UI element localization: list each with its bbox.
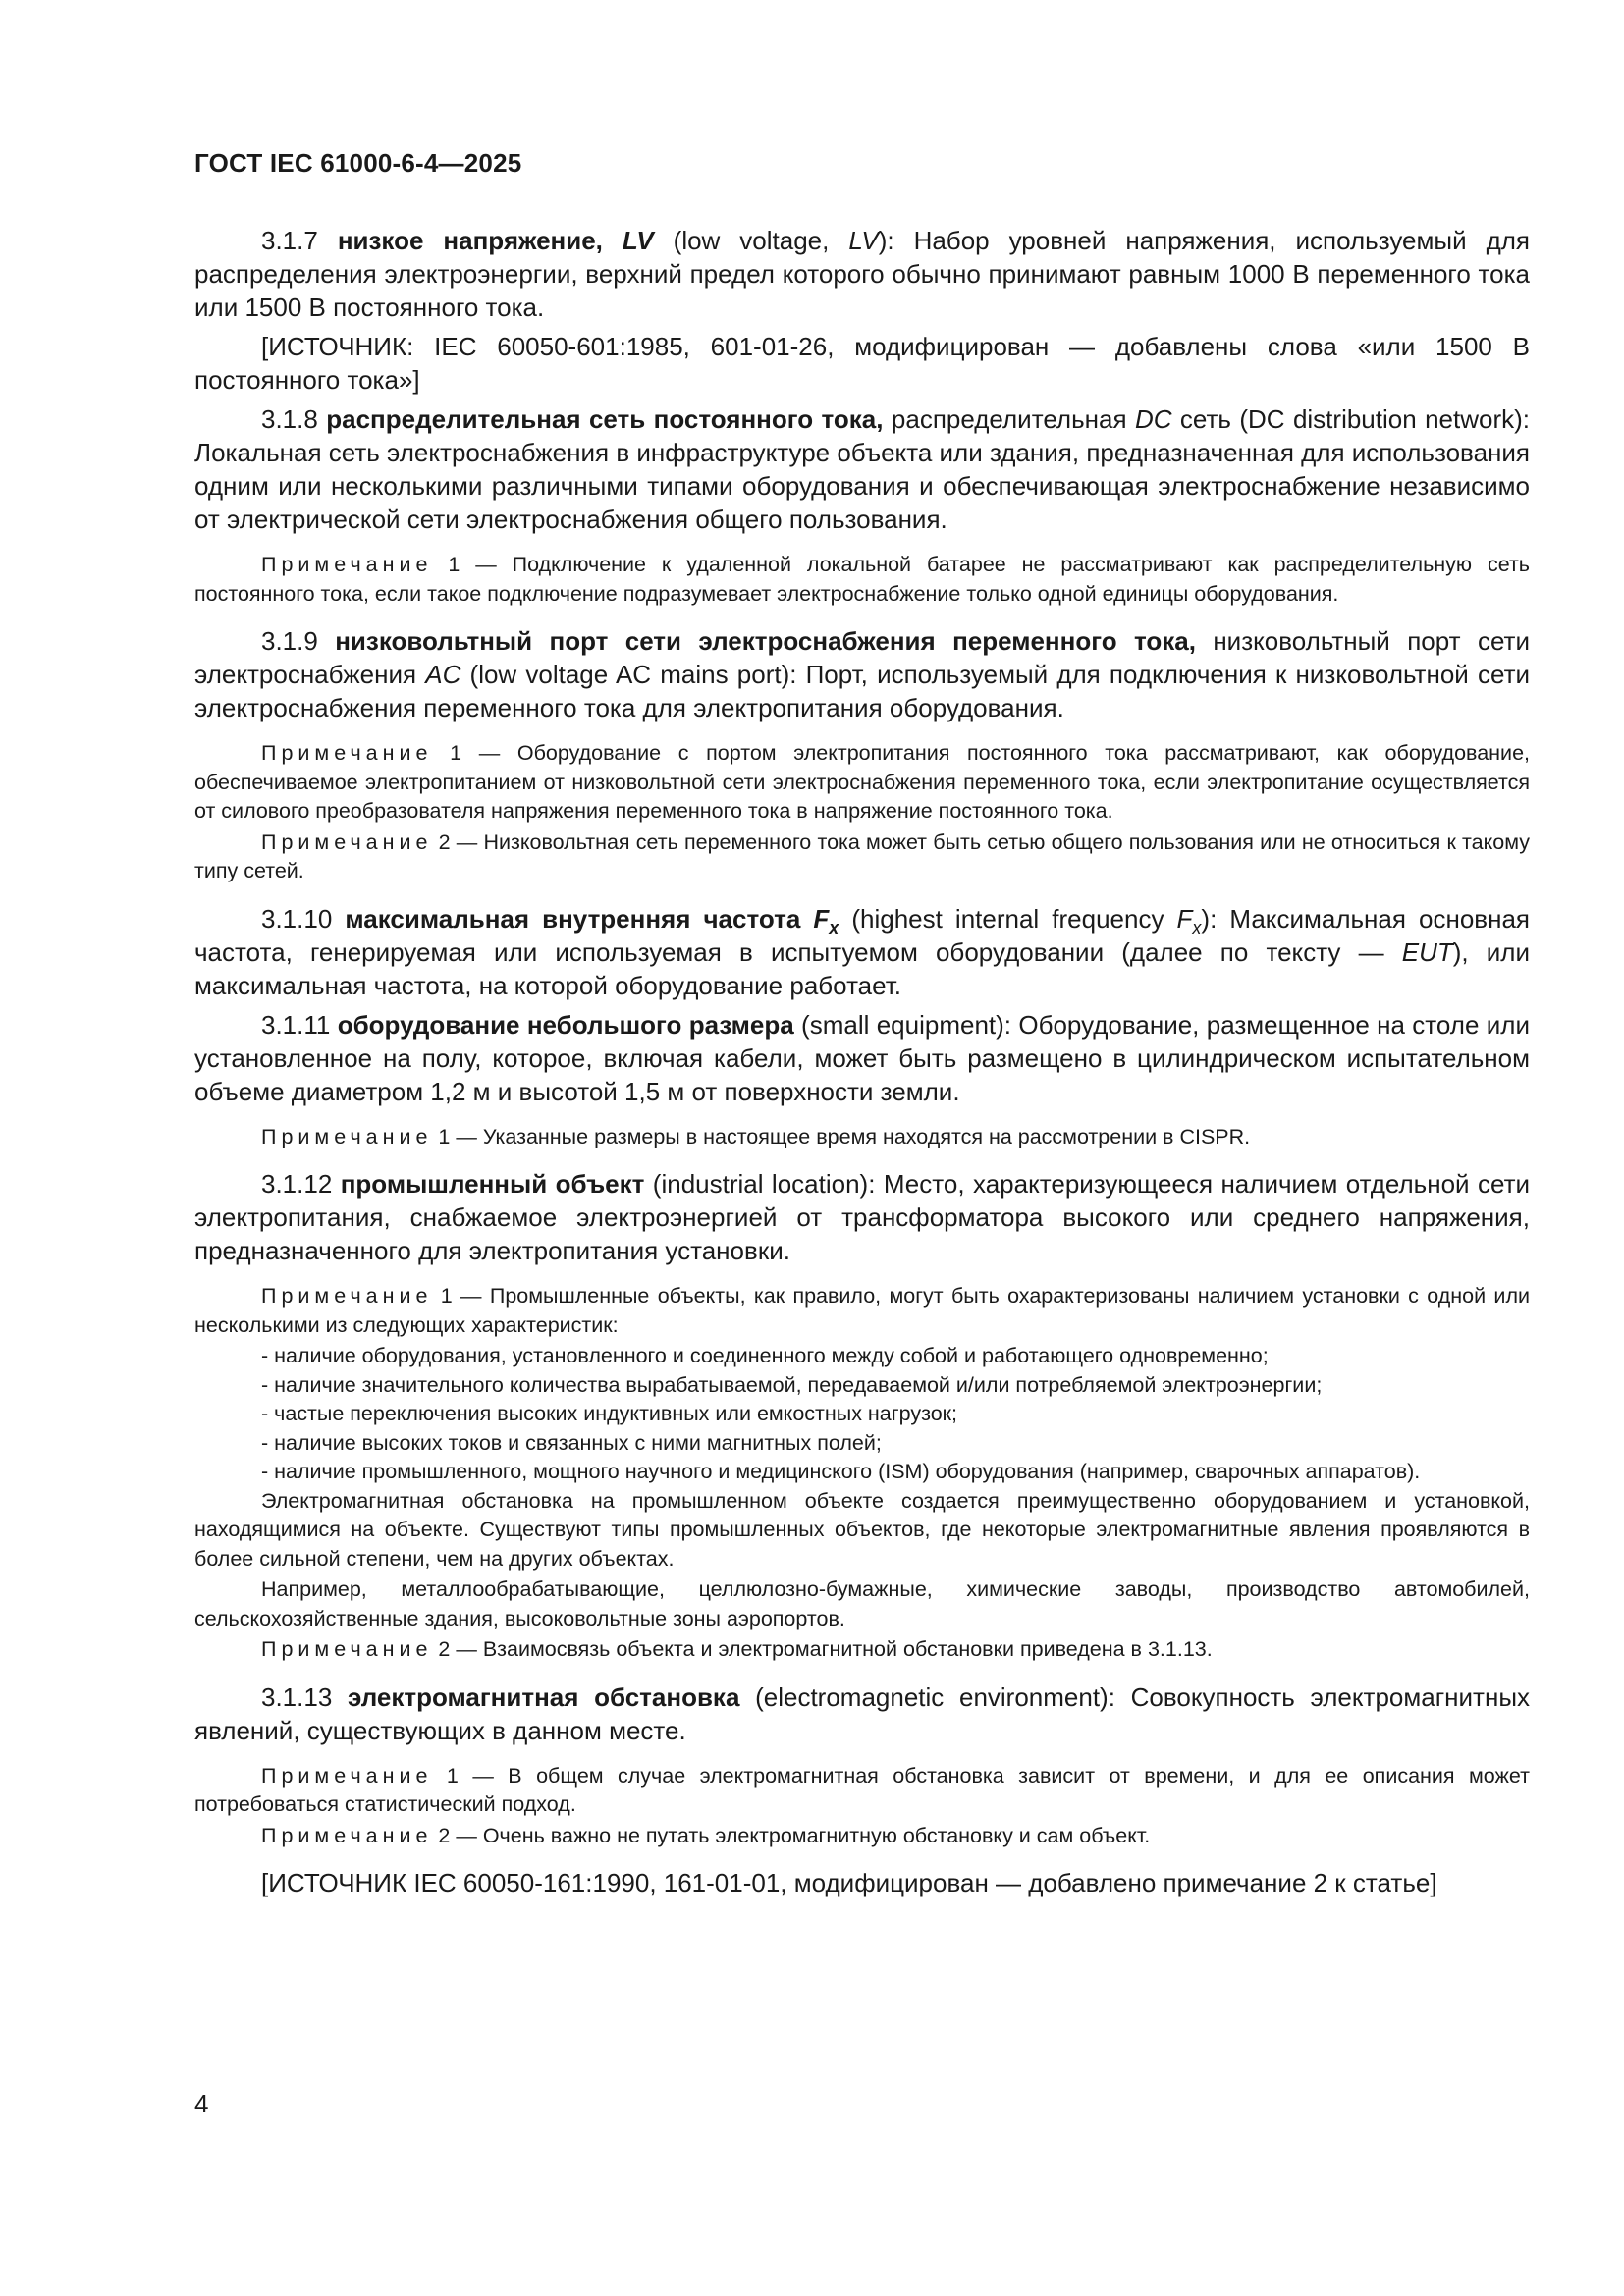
note-label: Примечание bbox=[261, 553, 433, 576]
term-definition: (low voltage AC mains port): Порт, используемый для подключения к низковольтной сети электроснабжения переменного тока для электропитания оборудования. bbox=[194, 660, 1531, 722]
note-text: 1 — Оборудование с портом электропитания постоянного тока рассматривают, как оборудование, обеспечиваемое электропитанием от низковольтной сети электроснабжения переменного тока, если электропитание осуществляется от силового преобразователя напряжения переменного тока в напряжение постоянного тока. bbox=[194, 741, 1530, 823]
term-3-1-13 bbox=[194, 1681, 1530, 1747]
term-definition: (small equipment): Оборудование, размещенное на столе или установленное на полу, которое, включая кабели, может быть размещено в цилиндрическом испытательном объеме диаметром 1,2 м и высотой 1,5 м от поверхности земли. bbox=[194, 1009, 1530, 1106]
term-title: распределительная сеть постоянного тока, bbox=[326, 404, 884, 434]
term-definition-end: ), или максимальная частота, на которой оборудование работает. bbox=[194, 936, 1530, 1000]
term-number: 3.1.8 bbox=[261, 404, 327, 434]
term-en-symbol-sub: x bbox=[1192, 917, 1202, 937]
term-number: 3.1.9 bbox=[261, 626, 336, 656]
term-title bbox=[345, 903, 839, 937]
note-label: Примечание bbox=[261, 1124, 433, 1148]
term-en-symbol: F bbox=[1176, 903, 1193, 934]
term-3-1-11 bbox=[194, 1008, 1530, 1108]
term-synonym: низковольтный порт сети электроснабжения bbox=[194, 626, 1530, 689]
term-title: промышленный объект bbox=[340, 1169, 645, 1199]
note-3-1-8-1 bbox=[194, 551, 1530, 609]
term-3-1-8 bbox=[194, 402, 1530, 536]
note-text: 2 — Очень важно не путать электромагнитную обстановку и сам объект. bbox=[432, 1823, 1151, 1847]
term-number: 3.1.11 bbox=[261, 1009, 338, 1040]
note-3-1-12-1 bbox=[194, 1282, 1530, 1340]
term-en-open: (highest internal frequency bbox=[839, 903, 1177, 934]
term-en-abbr: LV bbox=[848, 226, 879, 255]
term-3-1-7 bbox=[194, 224, 1530, 324]
term-definition: ): Набор уровней напряжения, используемый для распределения электроэнергии, верхний предел которого обычно принимают равным 1000 В переменного тока или 1500 В постоянного тока. bbox=[194, 226, 1530, 322]
term-symbol: F bbox=[813, 903, 830, 934]
term-number: 3.1.13 bbox=[261, 1682, 348, 1712]
list-item: - наличие значительного количества вырабатываемой, передаваемой и/или потребляемой электроэнергии; bbox=[261, 1372, 1323, 1397]
note-text: 1 — Промышленные объекты, как правило, могут быть охарактеризованы наличием установки с одной или несколькими из следующих характеристик: bbox=[194, 1284, 1530, 1337]
note-label: Примечание bbox=[261, 1823, 433, 1847]
term-title-text: низкое напряжение, bbox=[337, 226, 623, 255]
term-number: 3.1.7 bbox=[261, 226, 338, 255]
source-3-1-13: [ИСТОЧНИК IEC 60050-161:1990, 161-01-01, модифицирован — добавлено примечание 2 к статье] bbox=[261, 1868, 1437, 1897]
term-symbol-sub: x bbox=[829, 917, 839, 937]
page-content bbox=[194, 224, 1530, 1905]
page-number: 4 bbox=[194, 2089, 209, 2118]
note-3-1-12-2 bbox=[194, 1635, 1530, 1665]
note-label: Примечание bbox=[261, 1284, 433, 1308]
term-3-1-12 bbox=[194, 1167, 1530, 1267]
term-synonym: распределительная bbox=[883, 404, 1135, 434]
list-item: - наличие промышленного, мощного научного и медицинского (ISM) оборудования (например, сварочных аппаратов). bbox=[261, 1460, 1421, 1483]
note-text: 2 — Взаимосвязь объекта и электромагнитной обстановки приведена в 3.1.13. bbox=[432, 1637, 1213, 1661]
note-text: 1 — Указанные размеры в настоящее время находятся на рассмотрении в CISPR. bbox=[432, 1124, 1251, 1148]
term-3-1-10 bbox=[194, 902, 1530, 1002]
note-3-1-9-1 bbox=[194, 739, 1530, 827]
term-title: оборудование небольшого размера bbox=[337, 1009, 794, 1040]
term-en-open: (low voltage, bbox=[653, 226, 849, 255]
note-3-1-13-2 bbox=[194, 1822, 1530, 1851]
term-synonym-abbr: AC bbox=[425, 660, 461, 689]
term-synonym-abbr: DC bbox=[1134, 404, 1172, 434]
term-number: 3.1.10 bbox=[261, 903, 346, 934]
term-definition: сеть (DC distribution network): Локальная сеть электроснабжения в инфраструктуре объекта или здания, предназначенная для использования одним или несколькими различными типами оборудования и обеспечивающая электроснабжение независимо от электрической сети электроснабжения общего пользования. bbox=[194, 404, 1530, 534]
note-label: Примечание bbox=[261, 1637, 433, 1661]
list-item: - частые переключения высоких индуктивных или емкостных нагрузок; bbox=[261, 1402, 958, 1425]
note-paragraph: Например, металлообрабатывающие, целлюлозно-бумажные, химические заводы, производство автомобилей, сельскохозяйственные здания, высоковольтные зоны аэропортов. bbox=[194, 1577, 1530, 1630]
list-item: - наличие высоких токов и связанных с ними магнитных полей; bbox=[261, 1430, 882, 1455]
note-3-1-9-2 bbox=[194, 828, 1530, 886]
term-3-1-9 bbox=[194, 624, 1530, 724]
list-item: - наличие оборудования, установленного и соединенного между собой и работающего одновременно; bbox=[261, 1344, 1269, 1367]
note-3-1-11-1 bbox=[194, 1123, 1530, 1152]
note-label: Примечание bbox=[261, 1763, 433, 1788]
note-text: 1 — Подключение к удаленной локальной батарее не рассматривают как распределительную сеть постоянного тока, если такое подключение подразумевает электроснабжение только одной единицы оборудования. bbox=[194, 553, 1530, 606]
term-eut: EUT bbox=[1401, 936, 1453, 967]
term-definition: ): Максимальная основная частота, генерируемая или используемая в испытуемом оборудовании (далее по тексту — bbox=[194, 903, 1530, 967]
note-label: Примечание bbox=[261, 741, 433, 765]
term-definition: (electromagnetic environment): Совокупность электромагнитных явлений, существующих в данном месте. bbox=[194, 1682, 1531, 1745]
note-label: Примечание bbox=[261, 829, 433, 854]
page-header: ГОСТ IEC 61000-6-4—2025 bbox=[194, 148, 522, 178]
note-paragraph: Электромагнитная обстановка на промышленном объекте создается преимущественно оборудованием и установкой, находящимися на объекте. Существуют типы промышленных объектов, где некоторые электромагнитные явления проявляются в более сильной степени, чем на других объектах. bbox=[194, 1488, 1530, 1571]
term-title-text: максимальная внутренняя частота bbox=[345, 903, 814, 934]
term-title: электромагнитная обстановка bbox=[347, 1682, 740, 1712]
note-text: 1 — В общем случае электромагнитная обстановка зависит от времени, и для ее описания может потребоваться статистический подход. bbox=[194, 1763, 1530, 1816]
note-text: 2 — Низковольтная сеть переменного тока может быть сетью общего пользования или не относиться к такому типу сетей. bbox=[194, 829, 1530, 882]
term-title: низковольтный порт сети электроснабжения переменного тока, bbox=[335, 626, 1196, 656]
source-3-1-7: [ИСТОЧНИК: IEC 60050-601:1985, 601-01-26, модифицирован — добавлены слова «или 1500 В постоянного тока»] bbox=[194, 332, 1530, 395]
term-number: 3.1.12 bbox=[261, 1169, 341, 1199]
term-definition: (industrial location): Место, характеризующееся наличием отдельной сети электропитания, снабжаемое электроэнергией от трансформатора высокого или среднего напряжения, предназначенного для электропитания установки. bbox=[194, 1169, 1531, 1265]
term-abbr: LV bbox=[622, 226, 654, 255]
term-title bbox=[338, 226, 654, 255]
note-3-1-13-1 bbox=[194, 1762, 1530, 1820]
